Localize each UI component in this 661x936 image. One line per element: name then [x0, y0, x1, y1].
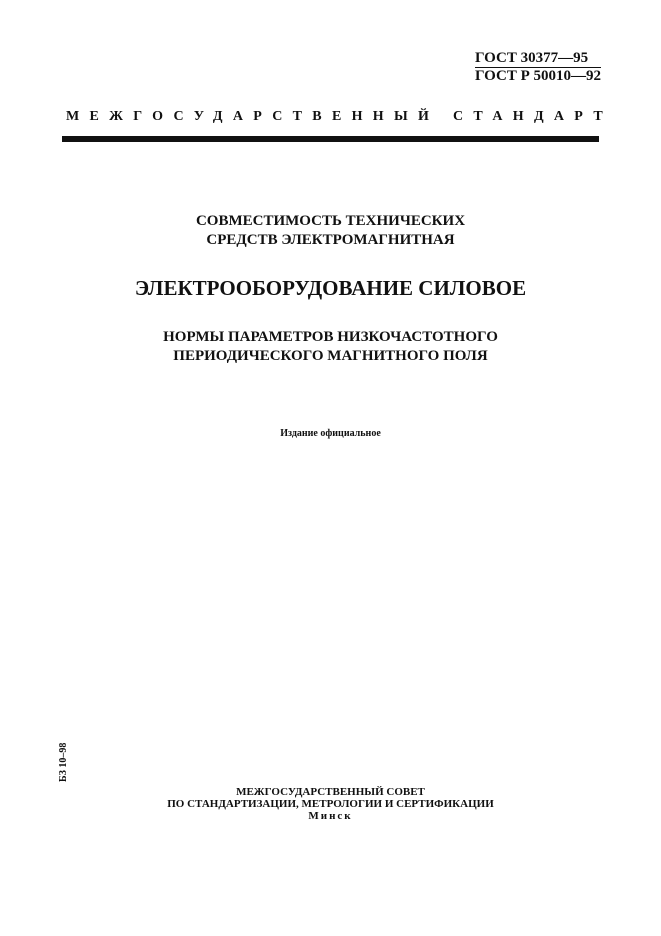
publisher-city: Минск: [308, 810, 353, 822]
subject-heading: [0, 212, 661, 250]
edition-label: Издание официальное: [280, 428, 381, 439]
header-divider: [62, 136, 599, 142]
document-subtitle: [0, 328, 661, 366]
gost-number-secondary: ГОСТ Р 50010—92: [474, 68, 601, 84]
subtitle-line-2: ПЕРИОДИЧЕСКОГО МАГНИТНОГО ПОЛЯ: [173, 348, 488, 364]
subject-line-1: СОВМЕСТИМОСТЬ ТЕХНИЧЕСКИХ: [195, 213, 466, 229]
publisher-line-1: МЕЖГОСУДАРСТВЕННЫЙ СОВЕТ: [236, 786, 425, 798]
standard-type-heading: МЕЖГОСУДАРСТВЕННЫЙ СТАНДАРТ: [66, 109, 613, 124]
gost-designations: [475, 50, 601, 85]
publisher-line-2: ПО СТАНДАРТИЗАЦИИ, МЕТРОЛОГИИ И СЕРТИФИКАЦИИ: [167, 798, 494, 810]
gost-number-primary: ГОСТ 30377—95: [475, 50, 601, 68]
side-catalog-code: БЗ 10–98: [58, 742, 69, 782]
subject-line-2: СРЕДСТВ ЭЛЕКТРОМАГНИТНАЯ: [206, 232, 455, 248]
subtitle-line-1: НОРМЫ ПАРАМЕТРОВ НИЗКОЧАСТОТНОГО: [163, 329, 498, 345]
document-title: ЭЛЕКТРООБОРУДОВАНИЕ СИЛОВОЕ: [134, 276, 527, 300]
publisher-block: [0, 786, 661, 822]
